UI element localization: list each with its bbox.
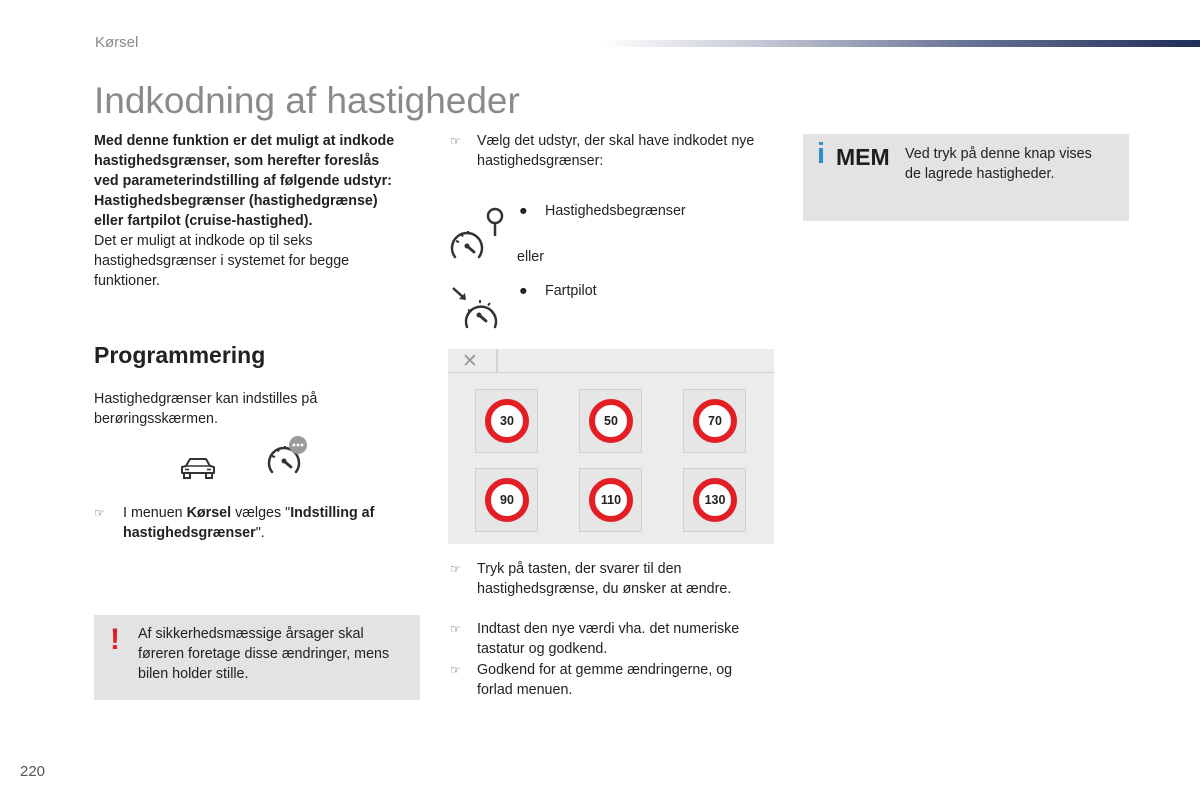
cruise-control-icon bbox=[449, 285, 505, 331]
speed-button-110[interactable] bbox=[579, 468, 642, 532]
step-enter-value bbox=[450, 619, 780, 659]
running-header: Kørsel bbox=[95, 34, 139, 51]
option-label: Fartpilot bbox=[545, 283, 597, 299]
text-line: bilen holder stille. bbox=[138, 666, 249, 682]
text-line: Det er muligt at indkode op til seks bbox=[94, 233, 313, 249]
speed-sign-icon: 30 bbox=[485, 399, 529, 443]
intro-bold-text bbox=[94, 131, 429, 231]
warning-text bbox=[138, 624, 416, 684]
text-line: Ved tryk på denne knap vises bbox=[905, 146, 1092, 162]
equipment-option-limiter bbox=[519, 203, 686, 219]
text-line: Indtast den nye værdi vha. det numeriske bbox=[477, 621, 740, 637]
text-line: hastighedsgrænser i systemet for begge bbox=[94, 253, 350, 269]
pointing-hand-icon: ☞ bbox=[450, 622, 461, 636]
step-open-menu-text bbox=[94, 503, 414, 543]
text-segment: I menuen bbox=[123, 505, 187, 521]
menu-name-korsel: Kørsel bbox=[186, 505, 232, 521]
page-number: 220 bbox=[20, 763, 46, 780]
warning-box bbox=[94, 615, 420, 700]
text-line: forlad menuen. bbox=[477, 682, 573, 698]
speed-button-30[interactable] bbox=[475, 389, 538, 453]
touchscreen-topbar bbox=[448, 349, 774, 373]
text-line: funktioner. bbox=[94, 273, 160, 289]
speed-sign-icon: 110 bbox=[589, 478, 633, 522]
touchscreen-speed-panel bbox=[448, 349, 774, 544]
text-line: hastighedsgrænser: bbox=[477, 153, 604, 169]
text-segment: vælges " bbox=[231, 505, 291, 521]
text-line: Af sikkerhedsmæssige årsager skal bbox=[138, 626, 364, 642]
speed-button-90[interactable] bbox=[475, 468, 538, 532]
text-line: føreren foretage disse ændringer, mens bbox=[138, 646, 390, 662]
pointing-hand-icon: ☞ bbox=[94, 506, 105, 520]
speed-sign-icon: 50 bbox=[589, 399, 633, 443]
text-line: eller fartpilot (cruise-hastighed). bbox=[94, 213, 313, 229]
page-title: Indkodning af hastigheder bbox=[94, 80, 520, 121]
info-icon: i bbox=[817, 138, 826, 170]
or-text: eller bbox=[517, 249, 545, 265]
text-line: hastighedsgrænser, som herefter foreslås bbox=[94, 153, 380, 169]
intro-normal-text bbox=[94, 231, 429, 291]
text-line: Godkend for at gemme ændringerne, og bbox=[477, 662, 733, 678]
text-line: Hastighedgrænser kan indstilles på bbox=[94, 391, 318, 407]
bullet-icon: ● bbox=[519, 203, 528, 219]
speed-button-130[interactable] bbox=[683, 468, 746, 532]
close-icon[interactable]: ✕ bbox=[462, 351, 478, 372]
speed-sign-icon: 90 bbox=[485, 478, 529, 522]
step-open-menu bbox=[94, 503, 414, 543]
intro-paragraph bbox=[94, 131, 429, 291]
car-icon[interactable] bbox=[178, 455, 218, 483]
bullet-icon: ● bbox=[519, 283, 528, 299]
option-label: Hastighedsbegrænser bbox=[545, 203, 686, 219]
warning-icon: ! bbox=[110, 623, 120, 656]
text-line: Hastighedsbegrænser (hastighedgrænse) bbox=[94, 193, 378, 209]
mem-button-label: MEM bbox=[836, 144, 890, 170]
text-line: de lagrede hastigheder. bbox=[905, 166, 1055, 182]
pointing-hand-icon: ☞ bbox=[450, 663, 461, 677]
text-segment: ". bbox=[255, 525, 265, 541]
step-press-text bbox=[450, 559, 780, 599]
section-title-programmering: Programmering bbox=[94, 342, 266, 368]
step-select-text bbox=[450, 131, 790, 171]
mem-info-box bbox=[803, 134, 1129, 221]
speed-sign-icon: 70 bbox=[693, 399, 737, 443]
mem-info-text bbox=[905, 144, 1120, 184]
speed-settings-icon[interactable] bbox=[262, 434, 310, 478]
pointing-hand-icon: ☞ bbox=[450, 134, 461, 148]
pointing-hand-icon: ☞ bbox=[450, 562, 461, 576]
speed-button-50[interactable] bbox=[579, 389, 642, 453]
header-gradient-bar bbox=[600, 40, 1200, 47]
speed-limiter-icon bbox=[449, 205, 509, 265]
speed-button-70[interactable] bbox=[683, 389, 746, 453]
text-line: Med denne funktion er det muligt at indkode bbox=[94, 133, 395, 149]
speed-sign-icon: 130 bbox=[693, 478, 737, 522]
step-select-equipment bbox=[450, 131, 790, 171]
step-confirm bbox=[450, 660, 780, 700]
text-line: tastatur og godkend. bbox=[477, 641, 608, 657]
text-line: hastighedsgrænse, du ønsker at ændre. bbox=[477, 581, 732, 597]
text-line: Tryk på tasten, der svarer til den bbox=[477, 561, 682, 577]
text-line: Vælg det udstyr, der skal have indkodet nye bbox=[477, 133, 755, 149]
step-press-key bbox=[450, 559, 780, 599]
menu-item-name: hastighedsgrænser bbox=[123, 525, 256, 541]
menu-item-name: Indstilling af bbox=[290, 505, 375, 521]
equipment-option-cruise bbox=[519, 283, 597, 299]
step-confirm-text bbox=[450, 660, 780, 700]
text-line: berøringsskærmen. bbox=[94, 411, 218, 427]
text-line: ved parameterindstilling af følgende udstyr: bbox=[94, 173, 392, 189]
step-enter-text bbox=[450, 619, 780, 659]
divider bbox=[496, 349, 498, 373]
programmering-text bbox=[94, 389, 414, 429]
